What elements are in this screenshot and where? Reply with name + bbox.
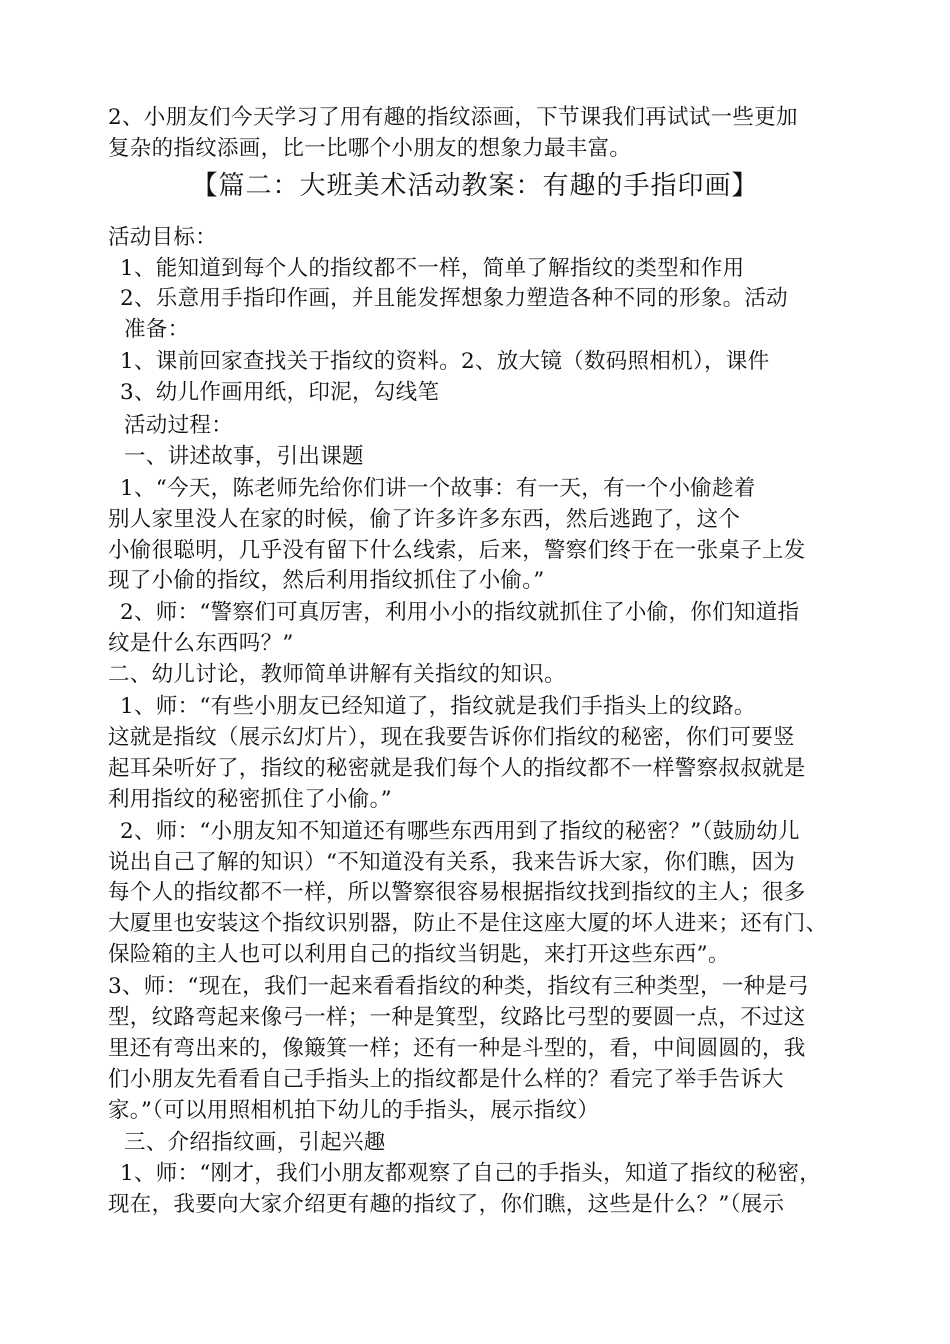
text-line: 1、师：“有些小朋友已经知道了，指纹就是我们手指头上的纹路。 [120,694,756,719]
section-title: 【篇二：大班美术活动教案：有趣的手指印画】 [191,171,759,201]
text-line: 1、课前回家查找关于指纹的资料。2、放大镜（数码照相机），课件 [120,349,770,374]
text-line: 这就是指纹（展示幻灯片），现在我要告诉你们指纹的秘密，你们可要竖 [108,725,795,750]
text-line: 利用指纹的秘密抓住了小偷。” [108,787,392,812]
text-line: 2、小朋友们今天学习了用有趣的指纹添画，下节课我们再试试一些更加 [108,105,798,130]
text-line: 现了小偷的指纹，然后利用指纹抓住了小偷。” [108,568,545,593]
text-line: 1、师：“刚才，我们小朋友都观察了自己的手指头，知道了指纹的秘密， [120,1161,822,1186]
text-line: 复杂的指纹添画，比一比哪个小朋友的想象力最丰富。 [108,136,632,161]
text-line: 1、“今天，陈老师先给你们讲一个故事：有一天，有一个小偷趁着 [120,476,756,501]
text-line: 活动过程： [124,413,234,438]
text-line: 们小朋友先看看自己手指头上的指纹都是什么样的？看完了举手告诉大 [108,1067,784,1092]
text-line: 大厦里也安装这个指纹识别器，防止不是住这座大厦的坏人进来；还有门、 [108,911,828,936]
text-line: 3、师：“现在，我们一起来看看指纹的种类，指纹有三种类型，一种是弓 [108,974,810,999]
text-line: 现在，我要向大家介绍更有趣的指纹了，你们瞧，这些是什么？”（展示 [108,1192,785,1217]
text-line: 2、乐意用手指印作画，并且能发挥想象力塑造各种不同的形象。活动 [120,286,788,311]
text-line: 二、幼儿讨论，教师简单讲解有关指纹的知识。 [108,662,566,687]
text-line: 家。”（可以用照相机拍下幼儿的手指头，展示指纹） [108,1098,600,1123]
text-line: 别人家里没人在家的时候，偷了许多许多东西，然后逃跑了，这个 [108,507,741,532]
text-line: 2、师：“警察们可真厉害，利用小小的指纹就抓住了小偷，你们知道指 [120,600,800,625]
text-line: 里还有弯出来的，像簸箕一样；还有一种是斗型的，看，中间圆圆的，我 [108,1036,806,1061]
text-line: 三、介绍指纹画，引起兴趣 [124,1130,386,1155]
text-line: 说出自己了解的知识）“不知道没有关系，我来告诉大家，你们瞧，因为 [108,850,796,875]
text-line: 保险箱的主人也可以利用自己的指纹当钥匙，来打开这些东西”。 [108,942,730,967]
text-line: 纹是什么东西吗？” [108,631,294,656]
text-line: 型，纹路弯起来像弓一样；一种是箕型，纹路比弓型的要圆一点，不过这 [108,1005,806,1030]
text-line: 2、师：“小朋友知不知道还有哪些东西用到了指纹的秘密？”（鼓励幼儿 [120,819,800,844]
text-line: 起耳朵听好了，指纹的秘密就是我们每个人的指纹都不一样警察叔叔就是 [108,756,806,781]
text-line: 一、讲述故事，引出课题 [124,444,364,469]
text-line: 1、能知道到每个人的指纹都不一样，简单了解指纹的类型和作用 [120,256,745,281]
text-line: 准备： [124,317,190,342]
text-line: 小偷很聪明，几乎没有留下什么线索，后来，警察们终于在一张桌子上发 [108,538,806,563]
text-line: 活动目标： [108,225,218,250]
text-line: 3、幼儿作画用纸，印泥，勾线笔 [120,380,440,405]
text-line: 每个人的指纹都不一样，所以警察很容易根据指纹找到指纹的主人；很多 [108,880,806,905]
